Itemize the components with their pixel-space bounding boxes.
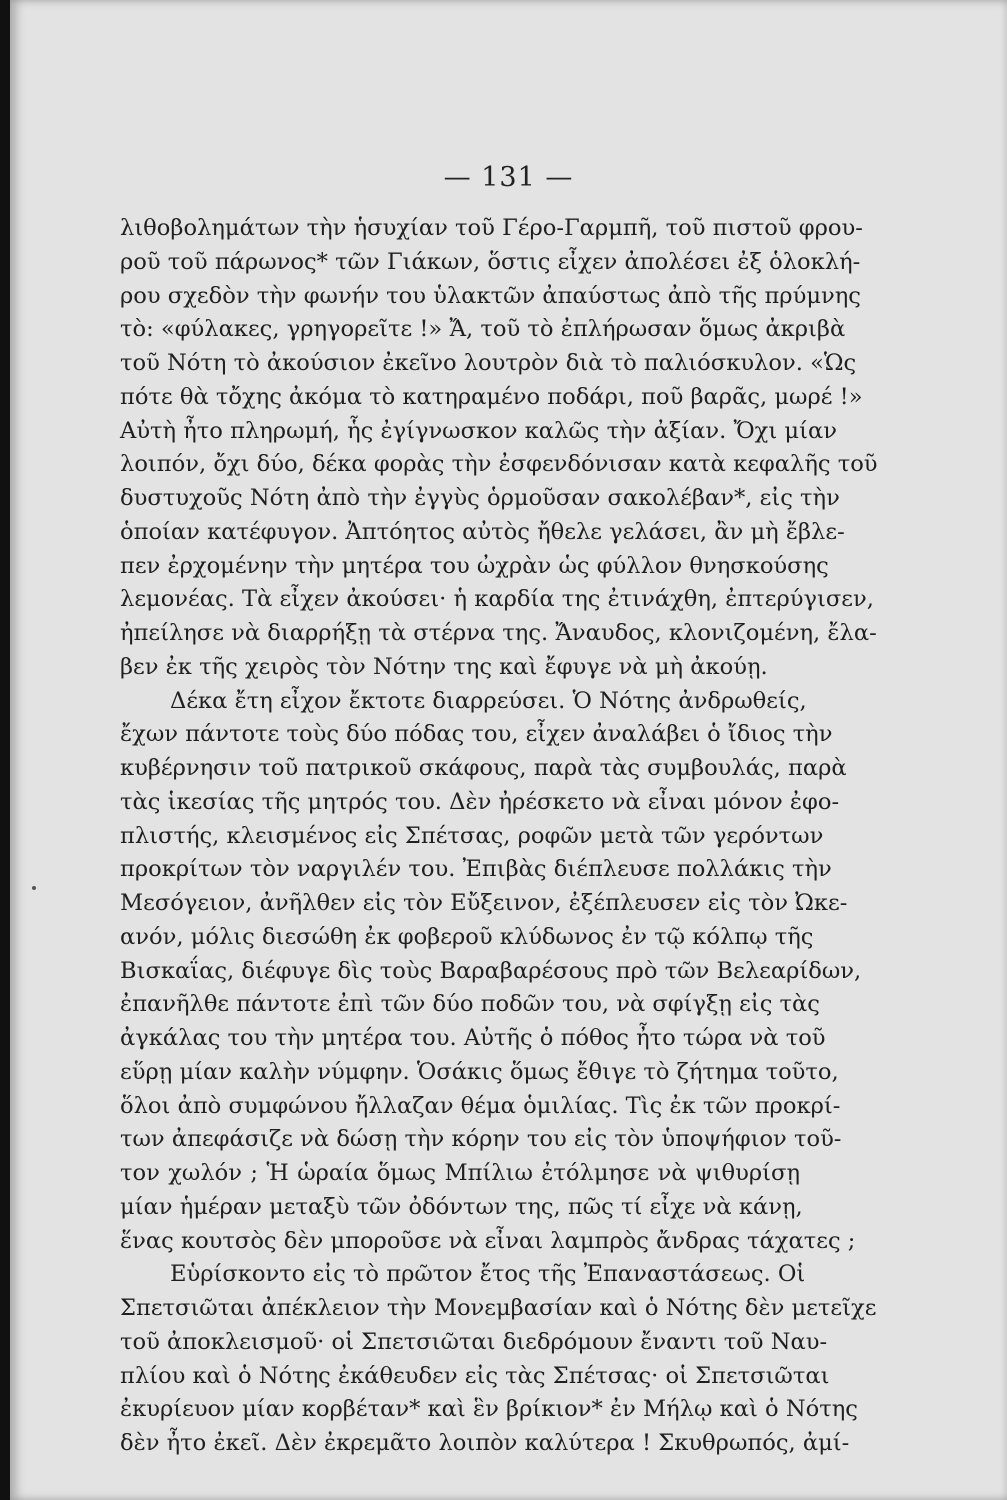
text-line: Μεσόγειον, ἀνῆλθεν εἰς τὸν Εὔξεινον, ἐξέπλευσεν εἰς τὸν Ὠκε- bbox=[120, 890, 848, 916]
text-line: βεν ἐκ τῆς χειρὸς τὸν Νότην της καὶ ἔφυγε νὰ μὴ ἀκούῃ. bbox=[120, 653, 768, 680]
text-line: δυστυχοῦς Νότη ἀπὸ τὴν ἐγγὺς ὁρμοῦσαν σακολέβαν*, εἰς τὴν bbox=[120, 485, 840, 511]
page-number: — 131 — bbox=[443, 162, 574, 193]
text-line: τὰς ἱκεσίας τῆς μητρός του. Δὲν ἠρέσκετο νὰ εἶναι μόνον ἐφο- bbox=[120, 788, 840, 815]
text-line: πότε θὰ τὄχης ἀκόμα τὸ κατηραμένο ποδάρι, ποῦ βαρᾶς, μωρέ !» bbox=[120, 383, 863, 410]
text-line: λιθοβολημάτων τὴν ἡσυχίαν τοῦ Γέρο-Γαρμπῆ, τοῦ πιστοῦ φρου- bbox=[120, 215, 863, 241]
text-line: εὕρῃ μίαν καλὴν νύμφην. Ὁσάκις ὅμως ἔθιγε τὸ ζήτημα τοῦτο, bbox=[120, 1058, 839, 1085]
text-line: ρου σχεδὸν τὴν φωνήν του ὑλακτῶν ἀπαύστως ἀπὸ τῆς πρύμνης bbox=[120, 282, 861, 309]
text-line: προκρίτων τὸν ναργιλέν του. Ἐπιβὰς διέπλευσε πολλάκις τὴν bbox=[120, 856, 832, 883]
paragraph-start-line: Δέκα ἔτη εἶχον ἔκτοτε διαρρεύσει. Ὁ Νότης ἀνδρωθείς, bbox=[170, 687, 807, 714]
text-line: ἠπείλησε νὰ διαρρήξῃ τὰ στέρνα της. Ἄναυδος, κλονιζομένη, ἔλα- bbox=[120, 620, 877, 646]
text-line: ἀγκάλας του τὴν μητέρα του. Αὐτῆς ὁ πόθος ἦτο τώρα νὰ τοῦ bbox=[120, 1025, 826, 1051]
text-line: λοιπόν, ὄχι δύο, δέκα φορὰς τὴν ἐσφενδόνισαν κατὰ κεφαλῆς τοῦ bbox=[120, 451, 878, 478]
text-line: Σπετσιῶται ἀπέκλειον τὴν Μονεμβασίαν καὶ ὁ Νότης δὲν μετεῖχε bbox=[120, 1295, 877, 1321]
text-line: τοῦ ἀποκλεισμοῦ· οἱ Σπετσιῶται διεδρόμουν ἔναντι τοῦ Ναυ- bbox=[120, 1328, 828, 1355]
text-line: λεμονέας. Τὰ εἶχεν ἀκούσει· ἡ καρδία της ἐτινάχθη, ἐπτερύγισεν, bbox=[120, 586, 874, 613]
ink-speck bbox=[32, 886, 36, 890]
text-line: ἐπανῆλθε πάντοτε ἐπὶ τῶν δύο ποδῶν του, νὰ σφίγξῃ εἰς τὰς bbox=[120, 991, 820, 1018]
text-line: κυβέρνησιν τοῦ πατρικοῦ σκάφους, παρὰ τὰς συμβουλάς, παρὰ bbox=[120, 755, 847, 781]
text-line: ὅλοι ἀπὸ συμφώνου ἤλλαζαν θέμα ὁμιλίας. Τὶς ἐκ τῶν προκρί- bbox=[120, 1092, 841, 1119]
text-line: δὲν ἦτο ἐκεῖ. Δὲν ἐκρεμᾶτο λοιπὸν καλύτερα ! Σκυθρωπός, ἀμί- bbox=[120, 1430, 850, 1456]
text-line: πλιστής, κλεισμένος εἰς Σπέτσας, ροφῶν μετὰ τῶν γερόντων bbox=[120, 822, 824, 849]
text-line: ανόν, μόλις διεσώθη ἐκ φοβεροῦ κλύδωνος ἐν τῷ κόλπῳ τῆς bbox=[120, 923, 814, 950]
text-line: τον χωλόν ; Ἡ ὡραία ὅμως Μπίλιω ἐτόλμησε νὰ ψιθυρίσῃ bbox=[120, 1160, 800, 1186]
book-binding-shadow bbox=[0, 0, 10, 1500]
text-line: ροῦ τοῦ πάρωνος* τῶν Γιάκων, ὅστις εἶχεν ἀπολέσει ἐξ ὁλοκλή- bbox=[120, 248, 861, 275]
text-line: των ἀπεφάσιζε νὰ δώσῃ τὴν κόρην του εἰς τὸν ὑποψήφιον τοῦ- bbox=[120, 1126, 842, 1153]
body-text bbox=[120, 212, 878, 1461]
text-line: μίαν ἡμέραν μεταξὺ τῶν ὀδόντων της, πῶς τί εἶχε νὰ κάνῃ, bbox=[120, 1193, 803, 1220]
text-line: τὸ: «φύλακες, γρηγορεῖτε !» Ἄ, τοῦ τὸ ἐπλήρωσαν ὅμως ἀκριβὰ bbox=[120, 316, 846, 343]
text-line: πεν ἐρχομένην τὴν μητέρα του ὠχρὰν ὡς φύλλον θνησκούσης bbox=[120, 552, 829, 579]
text-line: πλίου καὶ ὁ Νότης ἐκάθευδεν εἰς τὰς Σπέτσας· οἱ Σπετσιῶται bbox=[120, 1362, 830, 1389]
text-line: ἐκυρίευον μίαν κορβέταν* καὶ ἓν βρίκιον* ἐν Μήλῳ καὶ ὁ Νότης bbox=[120, 1396, 858, 1423]
text-line: ἕνας κουτσὸς δὲν μποροῦσε νὰ εἶναι λαμπρὸς ἄνδρας τάχατες ; bbox=[120, 1227, 856, 1254]
text-line: Βισκαΐας, διέφυγε δὶς τοὺς Βαραβαρέσους πρὸ τῶν Βελεαρίδων, bbox=[120, 957, 862, 984]
text-line: ἔχων πάντοτε τοὺς δύο πόδας του, εἶχεν ἀναλάβει ὁ ἴδιος τὴν bbox=[120, 721, 833, 748]
paragraph-start-line: Εὑρίσκοντο εἰς τὸ πρῶτον ἔτος τῆς Ἐπαναστάσεως. Οἱ bbox=[170, 1261, 806, 1288]
book-page bbox=[10, 0, 1007, 1500]
text-line: τοῦ Νότη τὸ ἀκούσιον ἐκεῖνο λουτρὸν διὰ τὸ παλιόσκυλον. «Ὡς bbox=[120, 350, 857, 376]
text-line: ὁποίαν κατέφυγον. Ἀπτόητος αὐτὸς ἤθελε γελάσει, ἂν μὴ ἔβλε- bbox=[120, 518, 845, 545]
text-line: Αὐτὴ ἦτο πληρωμή, ἧς ἐγίγνωσκον καλῶς τὴν ἀξίαν. Ὄχι μίαν bbox=[120, 417, 837, 444]
